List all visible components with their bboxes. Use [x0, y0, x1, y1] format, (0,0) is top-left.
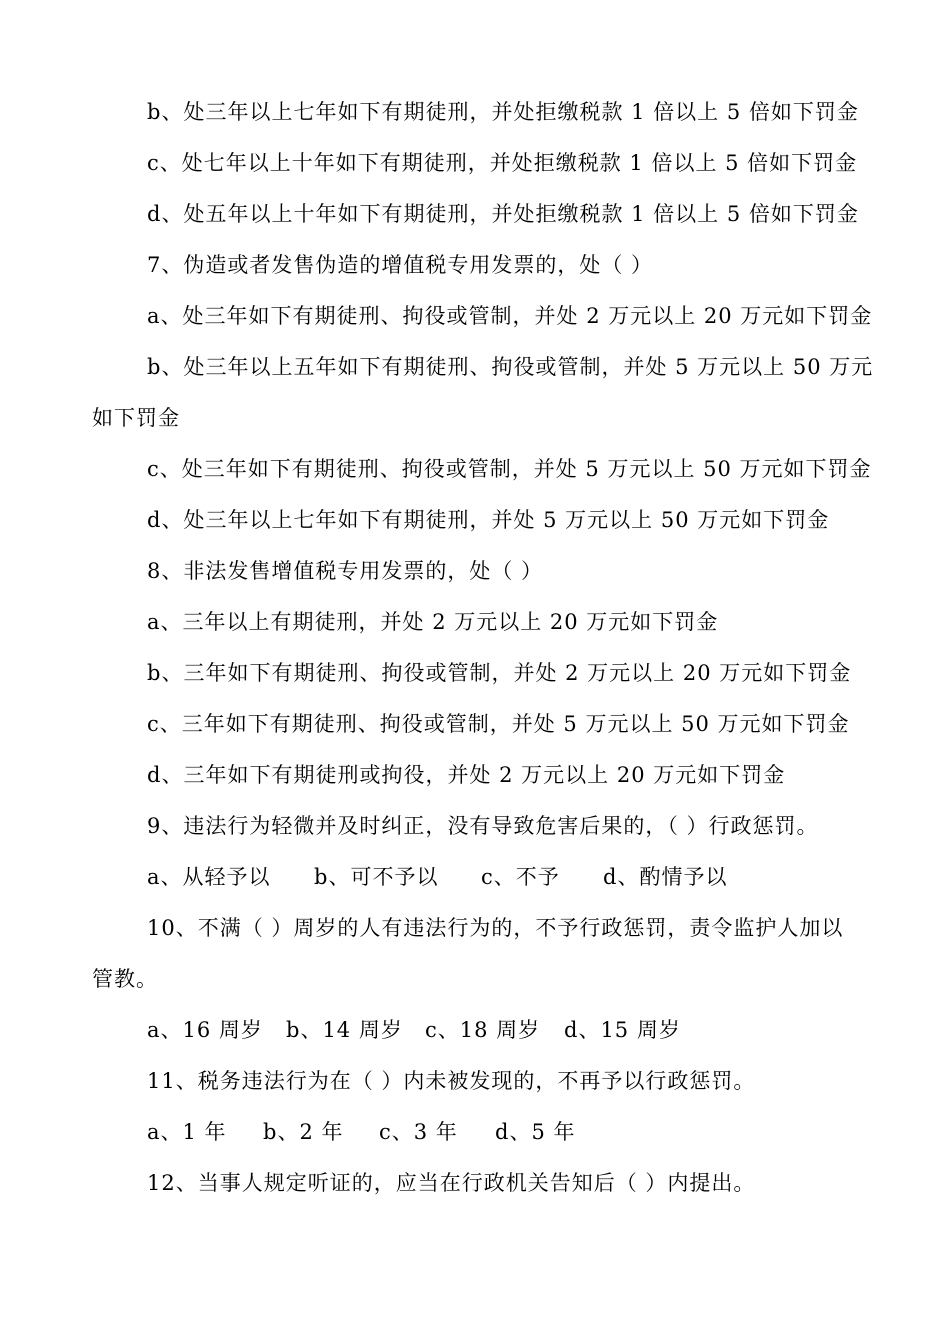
question-7: 7、伪造或者发售伪造的增值税专用发票的，处（ ）	[147, 253, 654, 277]
q9-option-c: c、不予	[481, 865, 560, 889]
q10-option-d: d、15 周岁	[564, 1018, 681, 1042]
q9-option-d: d、酌情予以	[603, 865, 728, 889]
q8-option-a: a、三年以上有期徒刑，并处 2 万元以上 20 万元如下罚金	[147, 610, 719, 634]
q7-option-c: c、处三年如下有期徒刑、拘役或管制，并处 5 万元以上 50 万元如下罚金	[147, 457, 872, 481]
question-10-continued: 管教。	[92, 967, 158, 991]
question-10: 10、不满（ ）周岁的人有违法行为的，不予行政惩罚，责令监护人加以	[147, 916, 844, 940]
q8-option-b: b、三年如下有期徒刑、拘役或管制，并处 2 万元以上 20 万元如下罚金	[147, 661, 852, 685]
q11-options	[147, 1118, 575, 1146]
q7-option-b: b、处三年以上五年如下有期徒刑、拘役或管制，并处 5 万元以上 50 万元	[147, 355, 874, 379]
question-9: 9、违法行为轻微并及时纠正，没有导致危害后果的，（ ）行政惩罚。	[147, 814, 819, 838]
q11-option-d: d、5 年	[495, 1120, 576, 1144]
q6-option-b: b、处三年以上七年如下有期徒刑，并处拒缴税款 1 倍以上 5 倍如下罚金	[147, 100, 859, 124]
question-12: 12、当事人规定听证的，应当在行政机关告知后（ ）内提出。	[147, 1171, 756, 1195]
q9-option-b: b、可不予以	[314, 865, 439, 889]
q9-options	[147, 863, 727, 891]
q10-option-c: c、18 周岁	[425, 1018, 541, 1042]
q11-option-a: a、1 年	[147, 1120, 227, 1144]
q6-option-c: c、处七年以上十年如下有期徒刑，并处拒缴税款 1 倍以上 5 倍如下罚金	[147, 151, 858, 175]
q8-option-c: c、三年如下有期徒刑、拘役或管制，并处 5 万元以上 50 万元如下罚金	[147, 712, 850, 736]
q8-option-d: d、三年如下有期徒刑或拘役，并处 2 万元以上 20 万元如下罚金	[147, 763, 786, 787]
q10-options	[147, 1016, 681, 1044]
q7-option-d: d、处三年以上七年如下有期徒刑，并处 5 万元以上 50 万元如下罚金	[147, 508, 830, 532]
q10-option-b: b、14 周岁	[286, 1018, 403, 1042]
question-8: 8、非法发售增值税专用发票的，处（ ）	[147, 559, 544, 583]
q11-option-c: c、3 年	[379, 1120, 458, 1144]
question-11: 11、税务违法行为在（ ）内未被发现的，不再予以行政惩罚。	[147, 1069, 756, 1093]
q6-option-d: d、处五年以上十年如下有期徒刑，并处拒缴税款 1 倍以上 5 倍如下罚金	[147, 202, 859, 226]
q11-option-b: b、2 年	[263, 1120, 344, 1144]
q10-option-a: a、16 周岁	[147, 1018, 263, 1042]
q7-option-b-continued: 如下罚金	[92, 406, 180, 430]
q9-option-a: a、从轻予以	[147, 865, 271, 889]
q7-option-a: a、处三年如下有期徒刑、拘役或管制，并处 2 万元以上 20 万元如下罚金	[147, 304, 873, 328]
